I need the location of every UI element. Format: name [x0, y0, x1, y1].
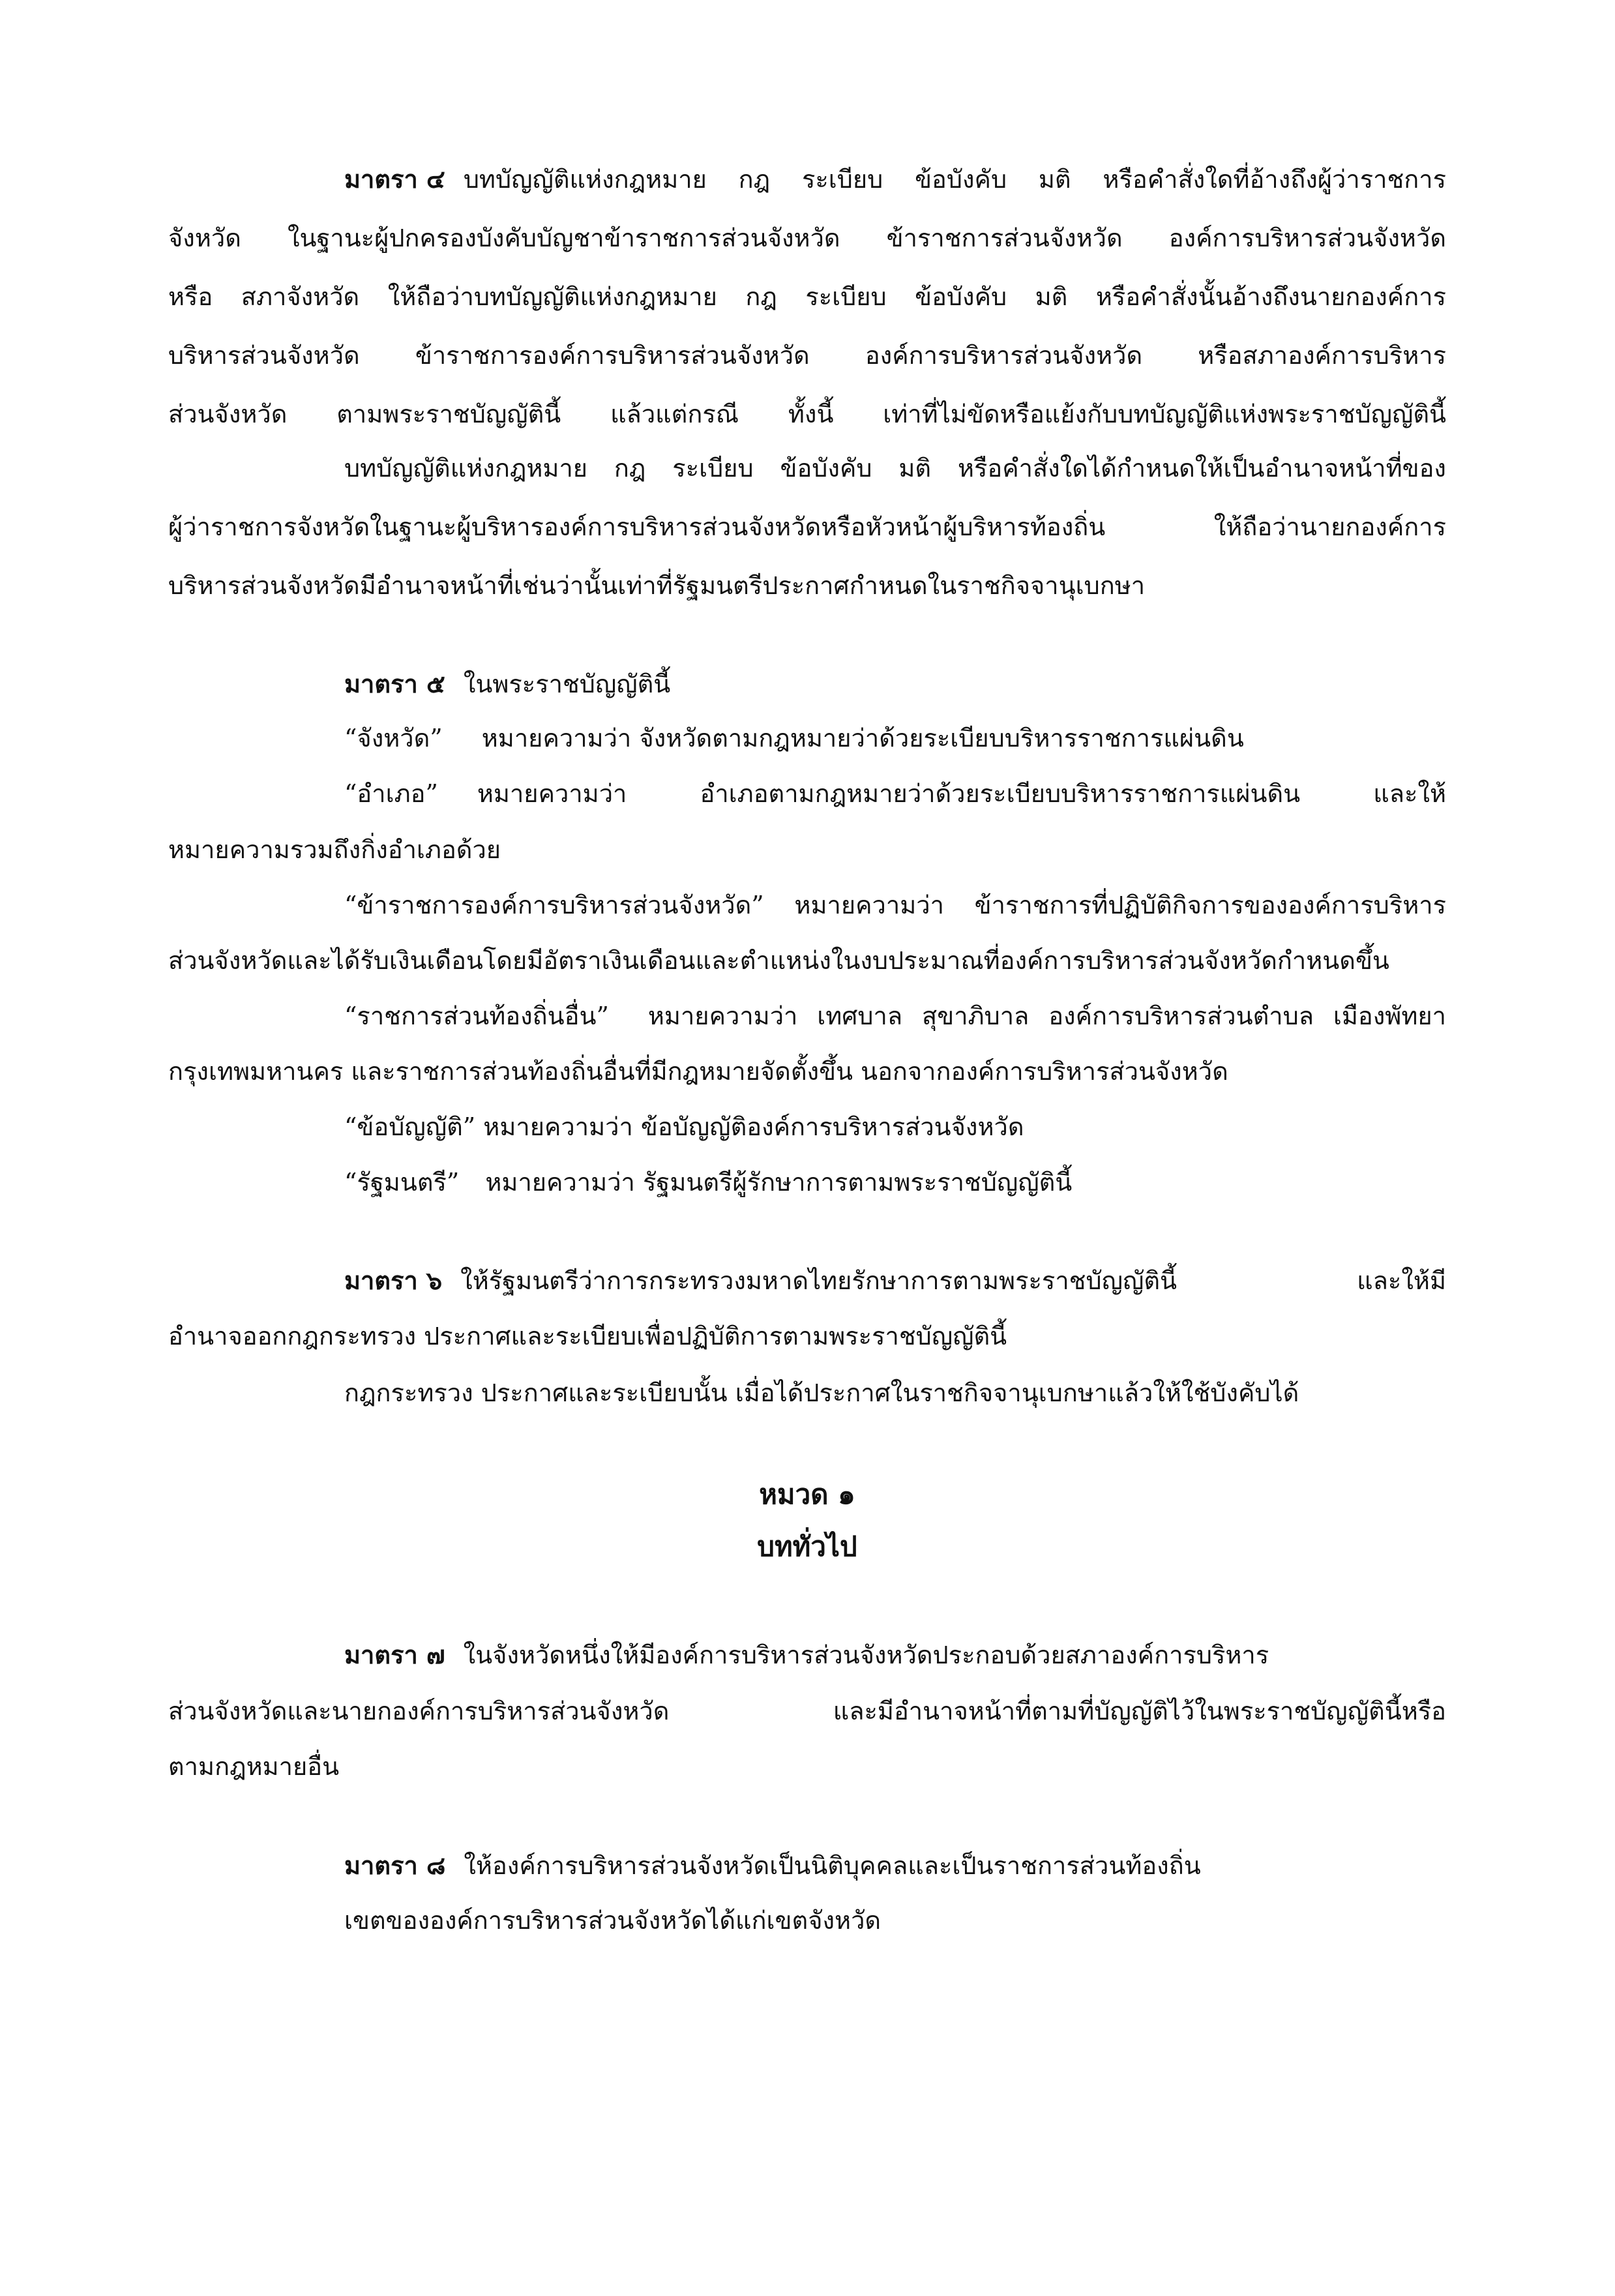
section-6-text: ให้รัฐมนตรีว่าการกระทรวงมหาดไทยรักษาการตามพระราชบัญญัตินี้ และให้มี [460, 1266, 1446, 1295]
section-5-line-1 [344, 661, 1446, 707]
section-6-line-1 [344, 1258, 1446, 1304]
definition-minister-text: หมายความว่า รัฐมนตรีผู้รักษาการตามพระราชบัญญัตินี้ [485, 1168, 1073, 1197]
section-5-label: มาตรา ๕ [344, 669, 445, 698]
section-7-line-1 [344, 1632, 1446, 1678]
section-4-para-2-line-3: บริหารส่วนจังหวัดมีอำนาจหน้าที่เช่นว่านั้นเท่าที่รัฐมนตรีประกาศกำหนดในราชกิจจานุเบกษา [168, 571, 1146, 600]
section-6-line-3: กฎกระทรวง ประกาศและระเบียบนั้น เมื่อได้ประกาศในราชกิจจานุเบกษาแล้วให้ใช้บังคับได้ [344, 1379, 1299, 1407]
definition-district [344, 771, 1446, 816]
definition-province [344, 715, 1446, 761]
definition-ordinance: “ข้อบัญญัติ” หมายความว่า ข้อบัญญัติองค์การบริหารส่วนจังหวัด [344, 1112, 1024, 1141]
definition-other-local-cont: กรุงเทพมหานคร และราชการส่วนท้องถิ่นอื่นที่มีกฎหมายจัดตั้งขึ้น นอกจากองค์การบริหารส่วนจังหวัด [168, 1057, 1228, 1086]
definition-minister-term: “รัฐมนตรี” [344, 1168, 460, 1197]
definition-minister [344, 1159, 1446, 1205]
section-4-para-2-line-1: บทบัญญัติแห่งกฎหมาย กฎ ระเบียบ ข้อบังคับ มติ หรือคำสั่งใดได้กำหนดให้เป็นอำนาจหน้าที่ของ [344, 454, 1446, 483]
section-4-line-1 [344, 157, 1446, 202]
section-6-label: มาตรา ๖ [344, 1266, 443, 1295]
document-page [168, 0, 1446, 2296]
section-7-line-2: ส่วนจังหวัดและนายกองค์การบริหารส่วนจังหวัด และมีอำนาจหน้าที่ตามที่บัญญัติไว้ในพระราชบัญญัตินี้หรือ [168, 1697, 1446, 1725]
section-8-line-1 [344, 1843, 1446, 1888]
section-8-text: ให้องค์การบริหารส่วนจังหวัดเป็นนิติบุคคลและเป็นราชการส่วนท้องถิ่น [464, 1851, 1201, 1880]
section-6-line-2: อำนาจออกกฎกระทรวง ประกาศและระเบียบเพื่อปฏิบัติการตามพระราชบัญญัตินี้ [168, 1322, 1007, 1350]
section-8-label: มาตรา ๘ [344, 1851, 446, 1880]
definition-province-term: “จังหวัด” [344, 724, 443, 753]
chapter-number: หมวด ๑ [759, 1478, 855, 1510]
section-4-line-3: หรือ สภาจังหวัด ให้ถือว่าบทบัญญัติแห่งกฎหมาย กฎ ระเบียบ ข้อบังคับ มติ หรือคำสั่งนั้นอ้างถึงนายกองค์การ [168, 282, 1446, 311]
section-7-label: มาตรา ๗ [344, 1640, 445, 1669]
definition-district-text: หมายความว่า อำเภอตามกฎหมายว่าด้วยระเบียบบริหารราชการแผ่นดิน และให้ [477, 779, 1446, 808]
definition-pao-officer-cont: ส่วนจังหวัดและได้รับเงินเดือนโดยมีอัตราเงินเดือนและตำแหน่งในงบประมาณที่องค์การบริหารส่วนจังหวัดกำหนดขึ้น [168, 946, 1389, 975]
section-4-line-2: จังหวัด ในฐานะผู้ปกครองบังคับบัญชาข้าราชการส่วนจังหวัด ข้าราชการส่วนจังหวัด องค์การบริหารส่วนจังหวัด [168, 224, 1446, 252]
section-7-text: ในจังหวัดหนึ่งให้มีองค์การบริหารส่วนจังหวัดประกอบด้วยสภาองค์การบริหาร [463, 1641, 1269, 1669]
section-4-line-4: บริหารส่วนจังหวัด ข้าราชการองค์การบริหารส่วนจังหวัด องค์การบริหารส่วนจังหวัด หรือสภาองค์การบริหาร [168, 341, 1446, 370]
section-8-line-2: เขตขององค์การบริหารส่วนจังหวัดได้แก่เขตจังหวัด [344, 1906, 882, 1935]
section-4-line-5: ส่วนจังหวัด ตามพระราชบัญญัตินี้ แล้วแต่กรณี ทั้งนี้ เท่าที่ไม่ขัดหรือแย้งกับบทบัญญัติแห่งพระราชบัญญัตินี้ [168, 400, 1446, 428]
section-5-intro: ในพระราชบัญญัตินี้ [463, 670, 671, 698]
section-4-text: บทบัญญัติแห่งกฎหมาย กฎ ระเบียบ ข้อบังคับ มติ หรือคำสั่งใดที่อ้างถึงผู้ว่าราชการ [463, 165, 1446, 194]
section-4-para-2-line-2: ผู้ว่าราชการจังหวัดในฐานะผู้บริหารองค์การบริหารส่วนจังหวัดหรือหัวหน้าผู้บริหารท้องถิ่น ให้ถือว่านายกองค์การ [168, 513, 1446, 541]
definition-province-text: หมายความว่า จังหวัดตามกฎหมายว่าด้วยระเบียบบริหารราชการแผ่นดิน [481, 724, 1244, 753]
definition-other-local-term: “ราชการส่วนท้องถิ่นอื่น” [344, 1002, 609, 1030]
definition-district-cont: หมายความรวมถึงกิ่งอำเภอด้วย [168, 835, 501, 864]
definition-other-local-text: หมายความว่า เทศบาล สุขาภิบาล องค์การบริหารส่วนตำบล เมืองพัทยา [647, 1002, 1446, 1030]
definition-other-local [344, 993, 1446, 1039]
section-4-label: มาตรา ๔ [344, 164, 445, 194]
definition-district-term: “อำเภอ” [344, 779, 438, 808]
definition-pao-officer: “ข้าราชการองค์การบริหารส่วนจังหวัด” หมายความว่า ข้าราชการที่ปฏิบัติกิจการขององค์การบริหาร [344, 891, 1446, 919]
section-7-line-3: ตามกฎหมายอื่น [168, 1752, 340, 1781]
chapter-title: บททั่วไป [757, 1530, 857, 1562]
